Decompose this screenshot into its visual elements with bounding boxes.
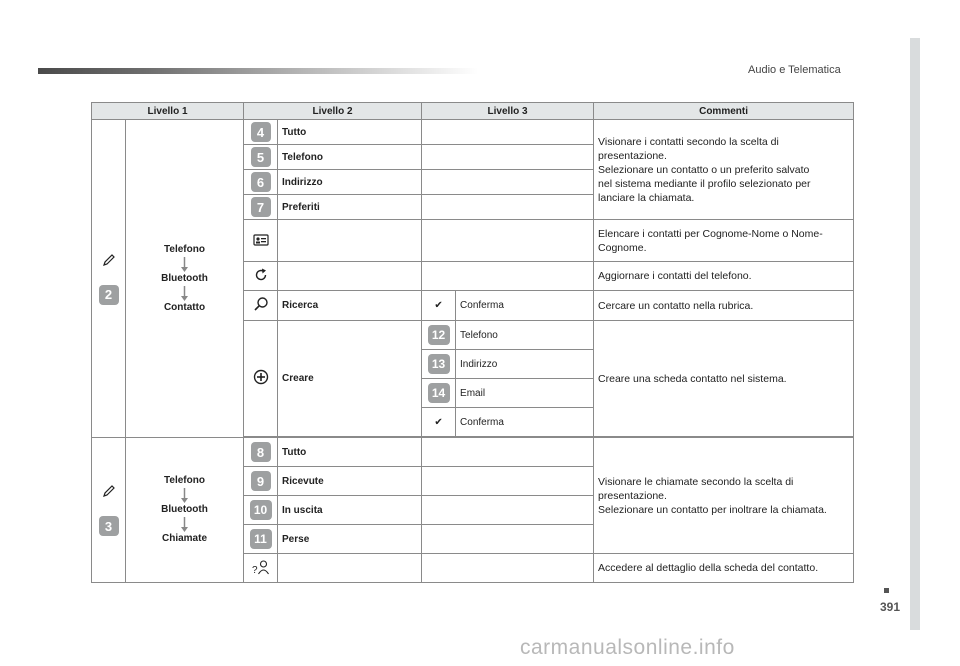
level3-label: Telefono xyxy=(456,321,594,350)
badge: 11 xyxy=(250,529,272,549)
header-livello-3: Livello 3 xyxy=(422,103,594,120)
arrow-down-icon xyxy=(180,286,189,301)
comment-search: Cercare un contatto nella rubrica. xyxy=(594,291,854,321)
comment-sort: Elencare i contatti per Cognome-Nome o Nome- Cognome. xyxy=(594,220,854,262)
badge: 12 xyxy=(428,325,450,345)
path-item: Contatto xyxy=(163,301,206,313)
header-commenti: Commenti xyxy=(594,103,854,120)
level2-label: Creare xyxy=(278,321,422,437)
group2-icon-cell xyxy=(92,438,126,583)
table-row xyxy=(92,438,854,467)
level2-label: Preferiti xyxy=(278,195,422,220)
section-title: Audio e Telematica xyxy=(748,64,841,76)
level2-label: Tutto xyxy=(278,120,422,145)
comment-view-contacts: Visionare i contatti secondo la scelta di presentazione. Selezionare un contatto o un preferito salvato nel sistema mediante il profilo selezionato per lanciare la chiamata. xyxy=(594,120,854,220)
level2-label: Perse xyxy=(278,525,422,554)
header-livello-1: Livello 1 xyxy=(92,103,244,120)
group1-path xyxy=(126,120,244,438)
menu-table xyxy=(91,102,854,583)
path-item: Telefono xyxy=(164,475,205,486)
page-number: 391 xyxy=(880,600,901,614)
arrow-down-icon xyxy=(180,257,189,272)
comment-create: Creare una scheda contatto nel sistema. xyxy=(594,321,854,437)
path-item: Telefono xyxy=(164,243,205,255)
group1-icon-cell xyxy=(92,120,126,438)
badge: 14 xyxy=(428,383,450,403)
path-item: Chiamate xyxy=(162,533,208,544)
refresh-icon xyxy=(253,267,269,283)
badge: 4 xyxy=(251,122,271,142)
table-row xyxy=(92,120,854,145)
path-item: Bluetooth xyxy=(161,504,208,515)
badge: 9 xyxy=(251,471,271,491)
watermark: carmanualsonline.info xyxy=(520,636,735,659)
badge: 7 xyxy=(251,197,271,217)
check-icon: ✔ xyxy=(422,408,456,437)
level2-label: Indirizzo xyxy=(278,170,422,195)
group2-badge: 3 xyxy=(99,516,119,536)
comment-calls: Visionare le chiamate secondo la scelta di presentazione. Selezionare un contatto per inoltrare la chiamata. xyxy=(594,438,854,554)
level2-label: Ricevute xyxy=(278,467,422,496)
sort-contacts-icon xyxy=(253,232,269,246)
table-header-row xyxy=(92,103,854,120)
badge: 10 xyxy=(250,500,272,520)
pen-icon xyxy=(102,484,116,498)
check-icon: ✔ xyxy=(422,291,456,321)
add-icon xyxy=(253,369,269,385)
group1-badge: 2 xyxy=(99,285,119,305)
badge: 13 xyxy=(428,354,450,374)
side-bar xyxy=(910,38,920,630)
badge: 6 xyxy=(251,172,271,192)
group2-path xyxy=(126,438,244,583)
level3-label: Conferma xyxy=(456,408,594,437)
arrow-down-icon xyxy=(180,517,189,532)
badge: 8 xyxy=(251,442,271,462)
level2-label: Ricerca xyxy=(278,291,422,321)
badge: 5 xyxy=(251,147,271,167)
contact-detail-icon xyxy=(252,559,270,575)
header-bar xyxy=(38,68,478,74)
arrow-down-icon xyxy=(180,488,189,503)
page-marker xyxy=(884,588,889,593)
pen-icon xyxy=(102,253,116,267)
level2-label: Tutto xyxy=(278,438,422,467)
level3-label: Conferma xyxy=(456,291,594,321)
level3-label: Indirizzo xyxy=(456,350,594,379)
header-livello-2: Livello 2 xyxy=(244,103,422,120)
path-item: Bluetooth xyxy=(161,272,208,284)
level2-label: In uscita xyxy=(278,496,422,525)
comment-detail: Accedere al dettaglio della scheda del contatto. xyxy=(594,554,854,583)
level3-label: Email xyxy=(456,379,594,408)
svg-text:?: ? xyxy=(251,564,258,575)
search-icon xyxy=(253,296,269,312)
comment-refresh: Aggiornare i contatti del telefono. xyxy=(594,262,854,291)
level2-label: Telefono xyxy=(278,145,422,170)
